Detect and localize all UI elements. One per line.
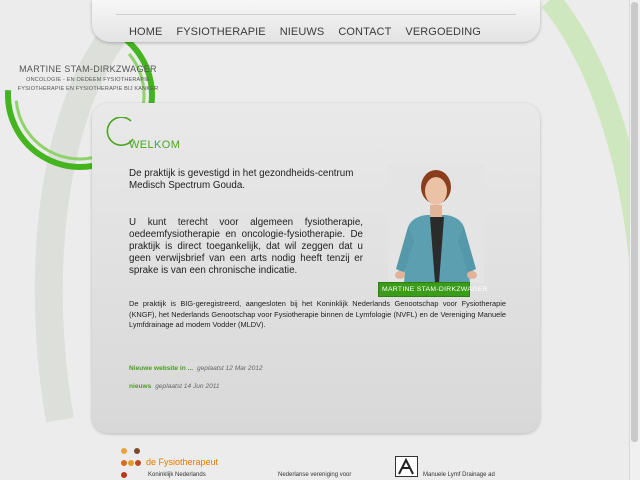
top-navigation bbox=[92, 0, 540, 42]
news-link[interactable]: Nieuwe website in ... bbox=[129, 365, 194, 372]
therapist-photo bbox=[388, 165, 484, 283]
news-link[interactable]: nieuws bbox=[129, 383, 152, 390]
fysiotherapeut-brand[interactable]: de Fysiotherapeut bbox=[146, 457, 219, 467]
news-item bbox=[129, 383, 220, 390]
kngf-text: Koninklijk Nederlands bbox=[148, 472, 206, 478]
footer-partner-logos bbox=[0, 440, 630, 480]
photo-caption: MARTINE STAM-DIRKZWAGER bbox=[378, 282, 470, 297]
nav-vergoeding[interactable]: VERGOEDING bbox=[405, 26, 481, 38]
intro-paragraph: De praktijk is gevestigd in het gezondheids-centrum Medisch Spectrum Gouda. bbox=[129, 168, 354, 191]
registration-paragraph: De praktijk is BIG-geregistreerd, aangesloten bij het Koninklijk Nederlands Genootschap voor Fysiotherapie (KNGF), het Nederlands Genootschap voor Fysiotherapie binnen de Lymfologie (NVFL) en de Vereniging Manuele Lymfdrainage ad modem Vodder (MLDV). bbox=[129, 299, 506, 329]
news-item bbox=[129, 365, 263, 372]
fysiotherapeut-dots-icon bbox=[120, 446, 144, 480]
logo-subtitle-2: FYSIOTHERAPIE EN FYSIOTHERAPIE BIJ KANKER bbox=[17, 86, 159, 92]
page-title: WELKOM bbox=[129, 139, 181, 151]
logo-subtitle-1: ONCOLOGIE - EN OEDEEM FYSIOTHERAPIE bbox=[26, 77, 150, 83]
nav-contact[interactable]: CONTACT bbox=[338, 26, 392, 38]
nav-home[interactable]: HOME bbox=[129, 26, 163, 38]
news-date: geplaatst 12 Mar 2012 bbox=[196, 365, 263, 372]
services-paragraph: U kunt terecht voor algemeen fysiotherapie, oedeemfysiotherapie en oncologie-fysiotherapie. De praktijk is direct toegankelijk, dat wil zeggen dat u geen verwijsbrief van een arts nodig heeft tenzij er sprake is van een chronische indicatie. bbox=[129, 217, 363, 276]
mlvd-text: Manuele Lymf Drainage ad bbox=[423, 472, 495, 478]
site-logo[interactable] bbox=[8, 64, 168, 94]
nav-nieuws[interactable]: NIEUWS bbox=[279, 26, 325, 38]
nvfl-text: Nederlanse vereniging voor bbox=[278, 472, 352, 478]
logo-name: MARTINE STAM-DIRKZWAGER bbox=[19, 64, 157, 74]
nav-fysiotherapie[interactable]: FYSIOTHERAPIE bbox=[176, 26, 266, 38]
scrollbar-thumb[interactable] bbox=[631, 2, 638, 442]
news-date: geplaatst 14 Jun 2011 bbox=[155, 383, 220, 390]
scrollbar[interactable] bbox=[629, 0, 640, 480]
nav-divider bbox=[116, 14, 516, 15]
mlvd-logo-icon[interactable] bbox=[395, 456, 419, 478]
